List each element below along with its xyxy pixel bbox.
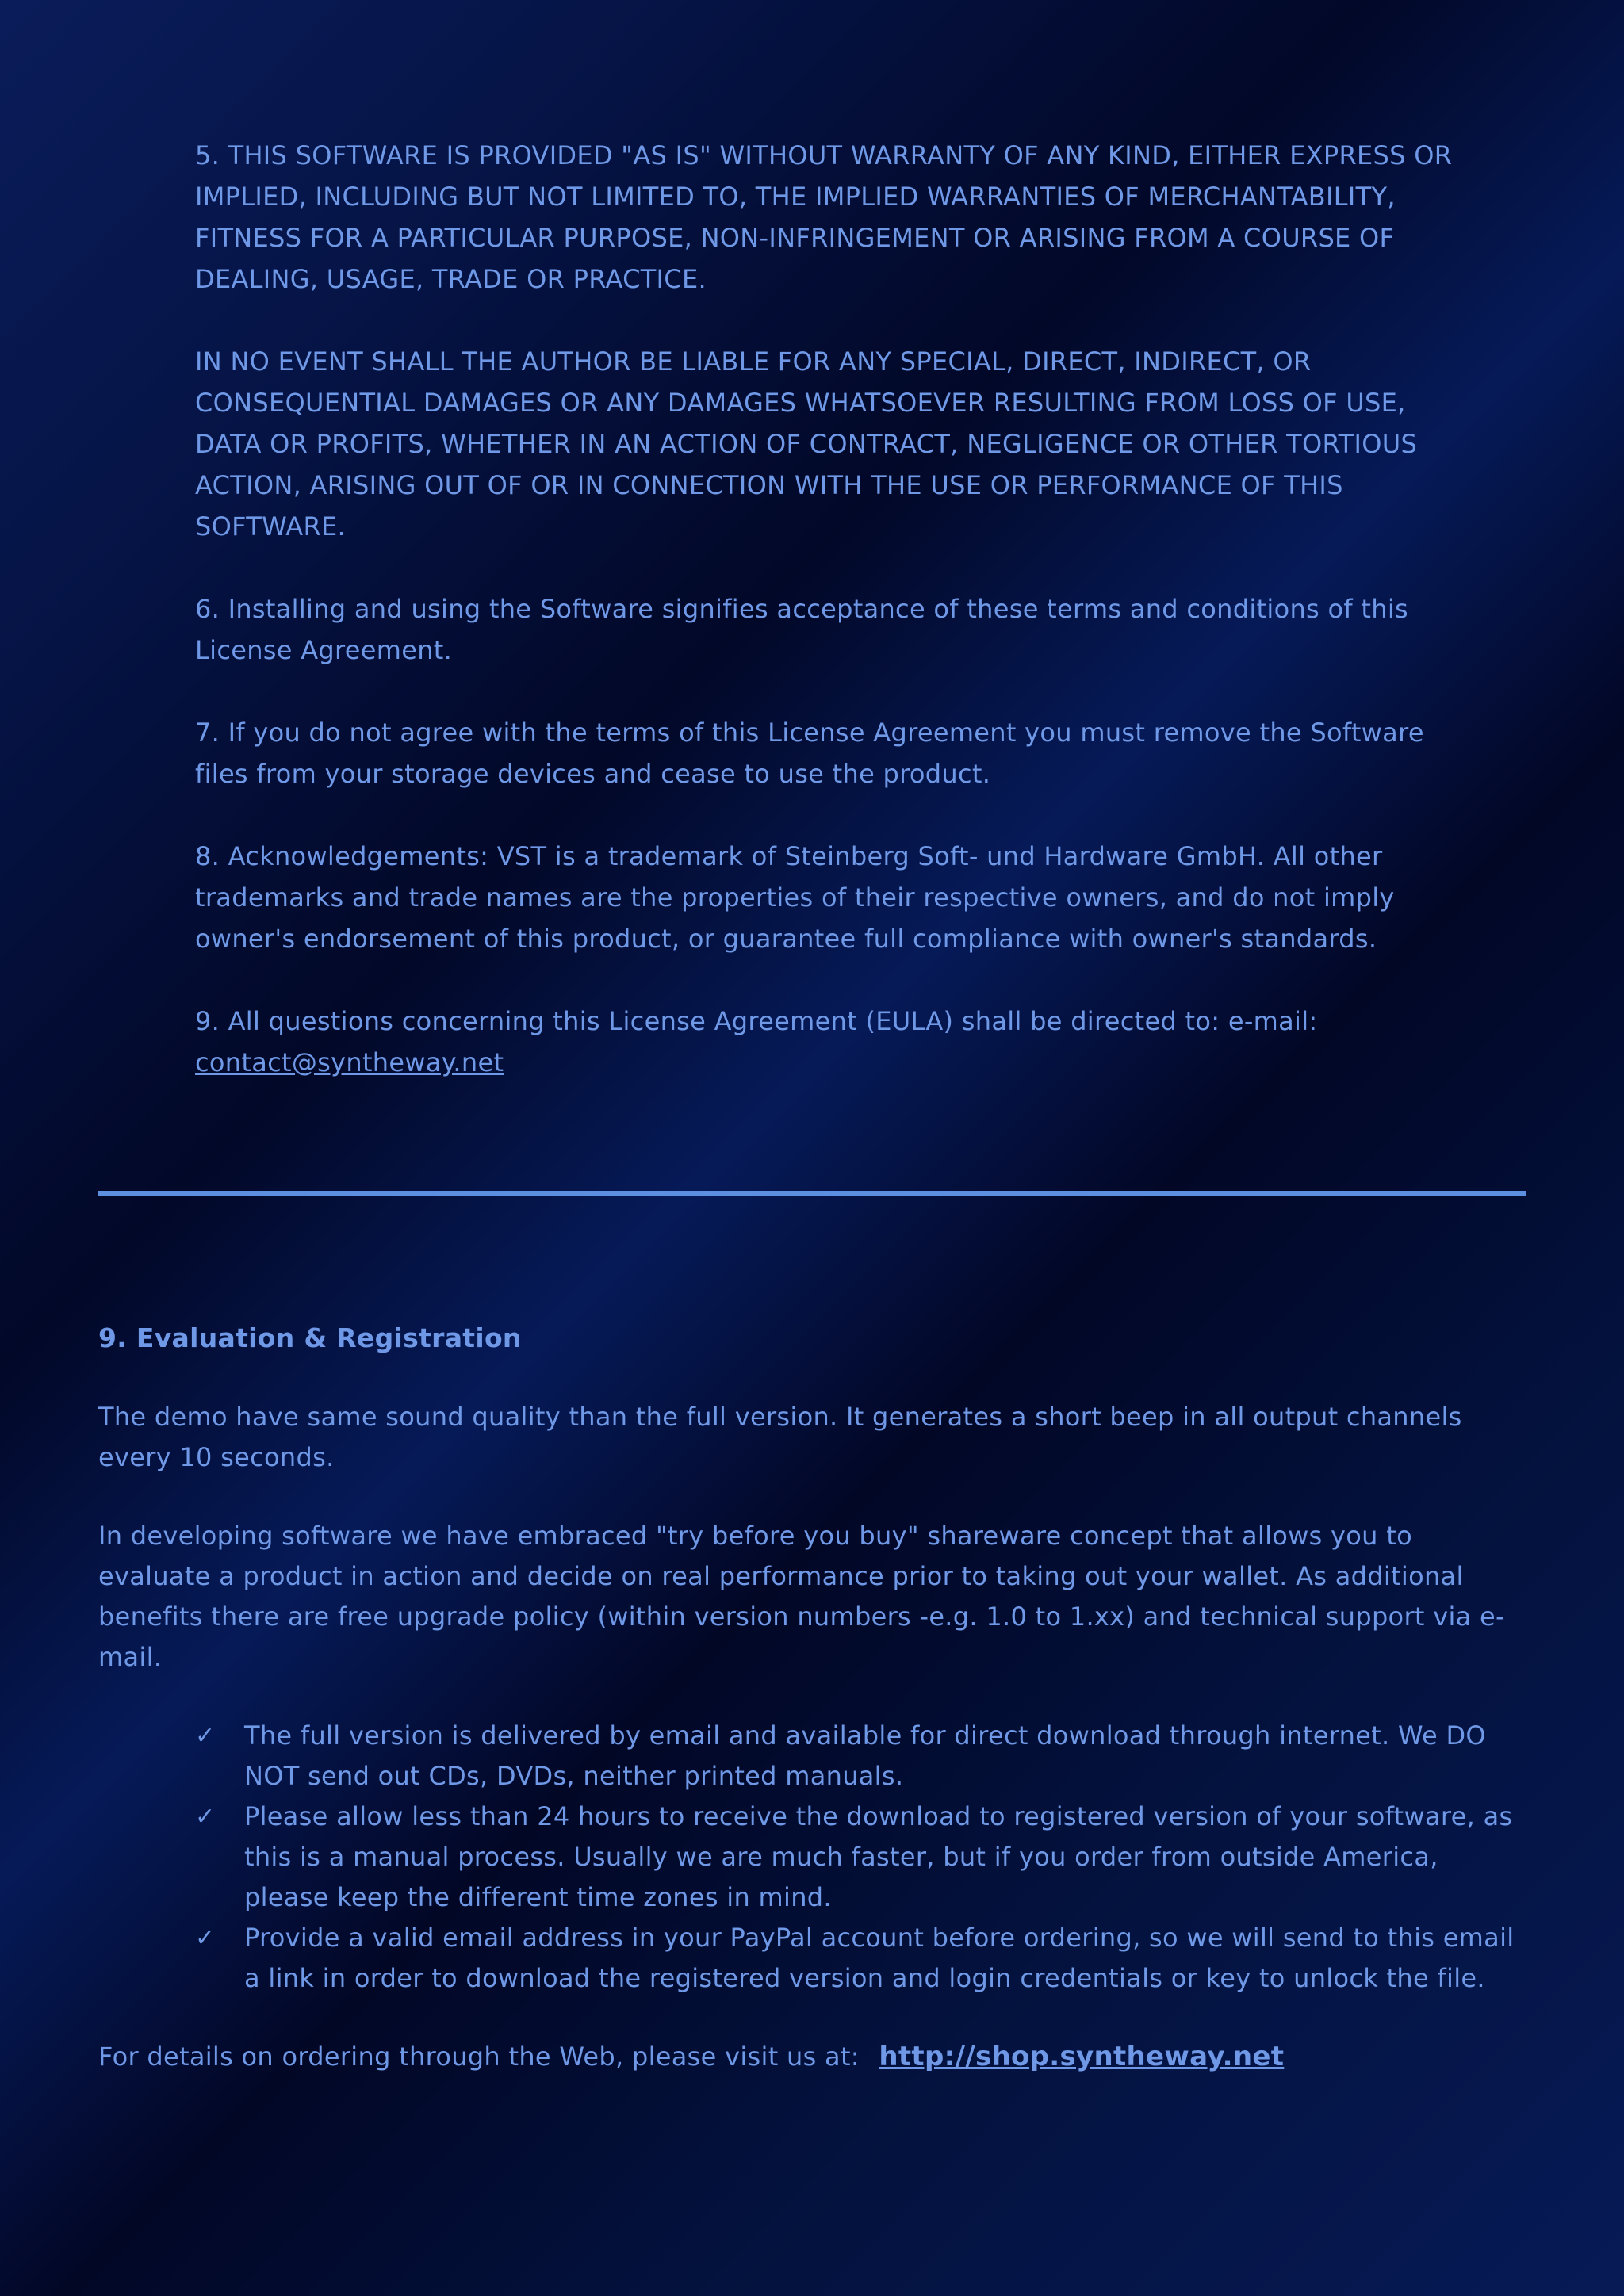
- license-clause-8: 8. Acknowledgements: VST is a trademark of Steinberg Soft- und Hardware GmbH. All other trademarks and trade names are the properties of their respective owners, and do not imply owner's endorsement of this product, or guarantee full compliance with owner's standards.: [195, 841, 1395, 954]
- evaluation-registration-section: [98, 1316, 1526, 2115]
- license-clause-5-liability: IN NO EVENT SHALL THE AUTHOR BE LIABLE FOR ANY SPECIAL, DIRECT, INDIRECT, OR CONSEQUENTIAL DAMAGES OR ANY DAMAGES WHATSOEVER RESULTING FROM LOSS OF USE, DATA OR PROFITS, WHETHER IN AN ACTION OF CONTRACT, NEGLIGENCE OR OTHER TORTIOUS ACTION, ARISING OUT OF OR IN CONNECTION WITH THE USE OR PERFORMANCE OF THIS SOFTWARE.: [195, 346, 1418, 541]
- license-agreement-text: [195, 135, 1464, 1083]
- shareware-description: In developing software we have embraced "try before you buy" shareware concept that allows you to evaluate a product in action and decide on real performance prior to taking out your wallet. As additional benefits there are free upgrade policy (within version numbers -e.g. 1.0 to 1.xx) and technical support via e-mail.: [98, 1521, 1505, 1672]
- bullet-text: Provide a valid email address in your PayPal account before ordering, so we will send to this email a link in order to download the registered version and login credentials or key to unlock the file.: [244, 1923, 1515, 1993]
- ordering-info: [98, 2037, 1526, 2077]
- bullet-text: Please allow less than 24 hours to receive the download to registered version of your software, as this is a manual process. Usually we are much faster, but if you order from outside America, please keep the different time zones in mind.: [244, 1801, 1513, 1912]
- bullet-text: The full version is delivered by email and available for direct download through internet. We DO NOT send out CDs, DVDs, neither printed manuals.: [244, 1720, 1486, 1791]
- checkmark-icon: ✓: [195, 1722, 216, 1750]
- ordering-text: For details on ordering through the Web, please visit us at:: [98, 2042, 860, 2072]
- checkmark-icon: ✓: [195, 1924, 216, 1952]
- license-clause-5: 5. THIS SOFTWARE IS PROVIDED "AS IS" WITHOUT WARRANTY OF ANY KIND, EITHER EXPRESS OR IMPLIED, INCLUDING BUT NOT LIMITED TO, THE IMPLIED WARRANTIES OF MERCHANTABILITY, FITNESS FOR A PARTICULAR PURPOSE, NON-INFRINGEMENT OR ARISING FROM A COURSE OF DEALING, USAGE, TRADE OR PRACTICE.: [195, 140, 1453, 294]
- list-item: [195, 1918, 1526, 1999]
- license-clause-9-text: 9. All questions concerning this License Agreement (EULA) shall be directed to: e-mail:: [195, 1006, 1318, 1036]
- license-clause-9: [195, 1001, 1464, 1083]
- list-item: [195, 1797, 1526, 1918]
- section-title: 9. Evaluation & Registration: [98, 1322, 522, 1353]
- registration-bullet-list: [98, 1716, 1526, 1999]
- contact-email-link[interactable]: contact@syntheway.net: [195, 1047, 504, 1077]
- license-clause-6: 6. Installing and using the Software signifies acceptance of these terms and conditions of this License Agreement.: [195, 594, 1408, 665]
- checkmark-icon: ✓: [195, 1803, 216, 1831]
- section-divider: [98, 1191, 1526, 1196]
- license-clause-7: 7. If you do not agree with the terms of this License Agreement you must remove the Software files from your storage devices and cease to use the product.: [195, 718, 1424, 789]
- shop-link[interactable]: http://shop.syntheway.net: [879, 2041, 1285, 2072]
- demo-description: The demo have same sound quality than the full version. It generates a short beep in all output channels every 10 seconds.: [98, 1402, 1462, 1472]
- list-item: [195, 1716, 1526, 1797]
